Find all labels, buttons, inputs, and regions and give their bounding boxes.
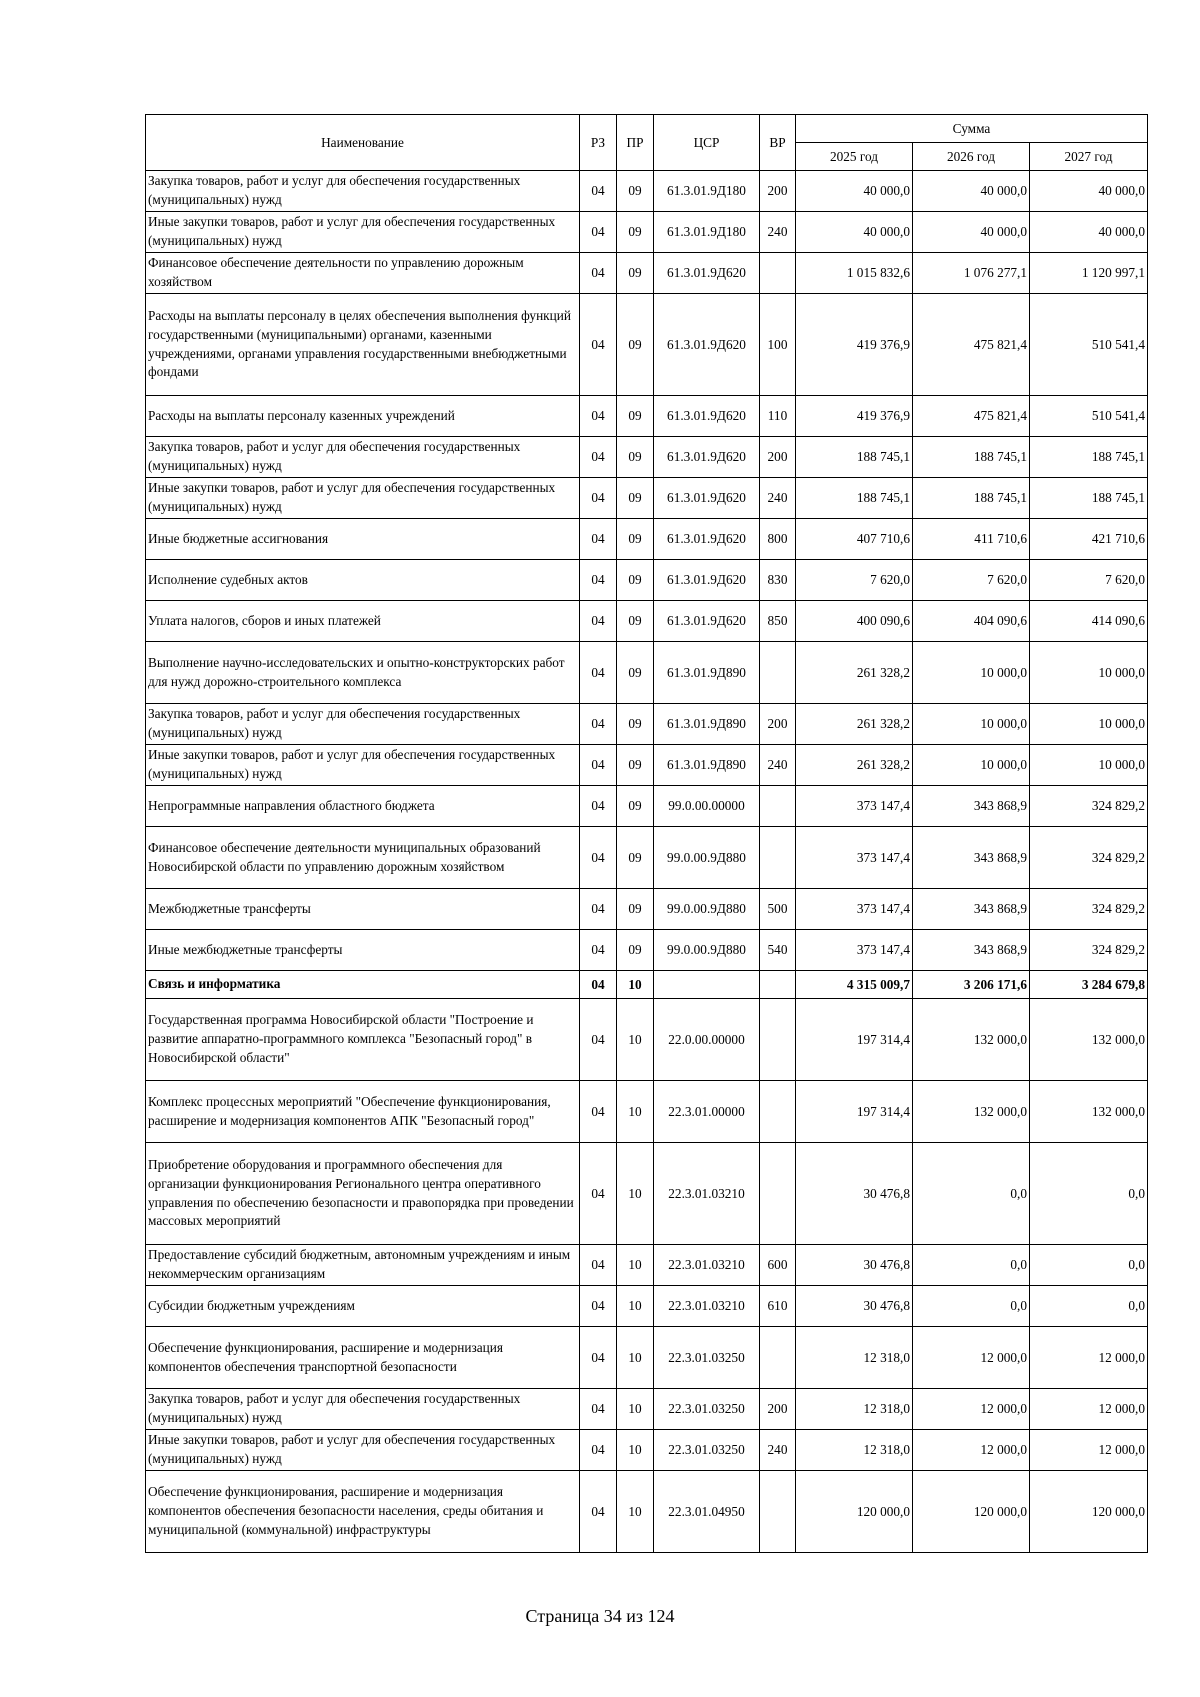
row-amount-2027-cell: 10 000,0 [1030,642,1148,704]
row-amount-2026-cell: 0,0 [913,1286,1030,1327]
row-csr-cell: 61.3.01.9Д620 [654,478,760,519]
row-pr-cell: 09 [617,827,654,889]
row-amount-2027-cell: 510 541,4 [1030,294,1148,396]
row-amount-2027-cell: 324 829,2 [1030,827,1148,889]
row-csr-cell: 22.3.01.03250 [654,1430,760,1471]
table-row [146,1327,1148,1389]
row-csr-cell: 61.3.01.9Д620 [654,437,760,478]
row-name-cell: Закупка товаров, работ и услуг для обеспечения государственных (муниципальных) нужд [146,1389,580,1430]
row-csr-cell: 99.0.00.9Д880 [654,930,760,971]
row-amount-2026-cell: 343 868,9 [913,827,1030,889]
row-amount-2025-cell: 12 318,0 [796,1389,913,1430]
row-amount-2027-cell: 7 620,0 [1030,560,1148,601]
row-amount-2025-cell: 188 745,1 [796,437,913,478]
row-vr-cell [760,1081,796,1143]
row-name-cell: Приобретение оборудования и программного обеспечения для организации функционирования Регионального центра оперативного управления по обеспечению безопасности и правопорядка при проведении массовых мероприятий [146,1143,580,1245]
row-amount-2025-cell: 7 620,0 [796,560,913,601]
row-amount-2026-cell: 10 000,0 [913,642,1030,704]
table-row [146,745,1148,786]
row-amount-2026-cell: 40 000,0 [913,171,1030,212]
row-csr-cell: 99.0.00.00000 [654,786,760,827]
row-pr-cell: 10 [617,971,654,999]
row-csr-cell: 22.3.01.03250 [654,1327,760,1389]
row-pr-cell: 09 [617,212,654,253]
row-vr-cell: 100 [760,294,796,396]
row-name-cell: Обеспечение функционирования, расширение и модернизация компонентов обеспечения безопасности населения, среды обитания и муниципальной (коммунальной) инфраструктуры [146,1471,580,1553]
row-amount-2027-cell: 1 120 997,1 [1030,253,1148,294]
row-amount-2026-cell: 12 000,0 [913,1389,1030,1430]
row-amount-2027-cell: 132 000,0 [1030,1081,1148,1143]
row-amount-2027-cell: 10 000,0 [1030,745,1148,786]
row-rz-cell: 04 [580,642,617,704]
row-amount-2025-cell: 261 328,2 [796,704,913,745]
row-vr-cell: 200 [760,1389,796,1430]
row-csr-cell: 99.0.00.9Д880 [654,827,760,889]
row-vr-cell [760,786,796,827]
table-row [146,1245,1148,1286]
row-rz-cell: 04 [580,1245,617,1286]
table-row [146,827,1148,889]
row-rz-cell: 04 [580,745,617,786]
table-row [146,560,1148,601]
row-amount-2027-cell: 324 829,2 [1030,930,1148,971]
row-name-cell: Закупка товаров, работ и услуг для обеспечения государственных (муниципальных) нужд [146,704,580,745]
row-rz-cell: 04 [580,889,617,930]
row-vr-cell: 500 [760,889,796,930]
row-amount-2025-cell: 261 328,2 [796,642,913,704]
row-amount-2027-cell: 12 000,0 [1030,1430,1148,1471]
row-vr-cell [760,253,796,294]
row-amount-2027-cell: 10 000,0 [1030,704,1148,745]
table-row [146,519,1148,560]
row-vr-cell: 610 [760,1286,796,1327]
row-vr-cell: 600 [760,1245,796,1286]
row-vr-cell [760,1471,796,1553]
row-amount-2026-cell: 120 000,0 [913,1471,1030,1553]
row-rz-cell: 04 [580,212,617,253]
col-header-rz: РЗ [580,115,617,171]
table-row [146,478,1148,519]
table-row [146,1430,1148,1471]
row-pr-cell: 10 [617,1471,654,1553]
row-rz-cell: 04 [580,827,617,889]
row-rz-cell: 04 [580,1471,617,1553]
row-amount-2027-cell: 12 000,0 [1030,1327,1148,1389]
row-amount-2025-cell: 373 147,4 [796,889,913,930]
row-amount-2025-cell: 373 147,4 [796,827,913,889]
row-csr-cell: 61.3.01.9Д890 [654,642,760,704]
row-amount-2026-cell: 404 090,6 [913,601,1030,642]
row-pr-cell: 10 [617,1389,654,1430]
row-name-cell: Уплата налогов, сборов и иных платежей [146,601,580,642]
row-name-cell: Расходы на выплаты персоналу казенных учреждений [146,396,580,437]
row-csr-cell: 61.3.01.9Д180 [654,171,760,212]
row-amount-2027-cell: 0,0 [1030,1143,1148,1245]
row-amount-2026-cell: 1 076 277,1 [913,253,1030,294]
row-vr-cell: 850 [760,601,796,642]
row-name-cell: Закупка товаров, работ и услуг для обеспечения государственных (муниципальных) нужд [146,171,580,212]
row-rz-cell: 04 [580,1143,617,1245]
row-amount-2026-cell: 12 000,0 [913,1327,1030,1389]
table-row [146,1389,1148,1430]
row-pr-cell: 10 [617,1430,654,1471]
row-vr-cell [760,1327,796,1389]
row-amount-2027-cell: 421 710,6 [1030,519,1148,560]
row-vr-cell [760,999,796,1081]
row-amount-2026-cell: 475 821,4 [913,294,1030,396]
row-rz-cell: 04 [580,999,617,1081]
col-header-sum: Сумма [796,115,1148,143]
row-amount-2027-cell: 12 000,0 [1030,1389,1148,1430]
row-amount-2027-cell: 510 541,4 [1030,396,1148,437]
row-amount-2026-cell: 12 000,0 [913,1430,1030,1471]
row-name-cell: Предоставление субсидий бюджетным, автономным учреждениям и иным некоммерческим организациям [146,1245,580,1286]
row-csr-cell: 61.3.01.9Д890 [654,745,760,786]
row-vr-cell: 110 [760,396,796,437]
row-amount-2026-cell: 7 620,0 [913,560,1030,601]
row-amount-2025-cell: 419 376,9 [796,294,913,396]
table-row [146,437,1148,478]
row-csr-cell: 61.3.01.9Д620 [654,519,760,560]
row-vr-cell: 240 [760,1430,796,1471]
table-row [146,171,1148,212]
row-csr-cell: 22.3.01.00000 [654,1081,760,1143]
row-amount-2027-cell: 132 000,0 [1030,999,1148,1081]
row-vr-cell: 240 [760,745,796,786]
row-csr-cell: 61.3.01.9Д620 [654,253,760,294]
row-vr-cell [760,642,796,704]
row-amount-2025-cell: 4 315 009,7 [796,971,913,999]
budget-table-container [145,114,1147,1553]
page-number: Страница 34 из 124 [525,1606,675,1626]
row-rz-cell: 04 [580,1389,617,1430]
row-amount-2025-cell: 12 318,0 [796,1430,913,1471]
row-amount-2027-cell: 324 829,2 [1030,786,1148,827]
table-row [146,601,1148,642]
row-amount-2026-cell: 3 206 171,6 [913,971,1030,999]
table-row [146,786,1148,827]
row-csr-cell: 61.3.01.9Д180 [654,212,760,253]
row-amount-2025-cell: 120 000,0 [796,1471,913,1553]
row-csr-cell: 61.3.01.9Д620 [654,560,760,601]
row-vr-cell: 200 [760,437,796,478]
row-vr-cell: 800 [760,519,796,560]
row-rz-cell: 04 [580,601,617,642]
row-amount-2026-cell: 10 000,0 [913,745,1030,786]
row-vr-cell: 540 [760,930,796,971]
row-amount-2026-cell: 0,0 [913,1245,1030,1286]
row-csr-cell: 22.3.01.03210 [654,1245,760,1286]
row-amount-2026-cell: 343 868,9 [913,786,1030,827]
row-amount-2025-cell: 30 476,8 [796,1245,913,1286]
row-csr-cell: 61.3.01.9Д890 [654,704,760,745]
row-amount-2025-cell: 373 147,4 [796,786,913,827]
row-rz-cell: 04 [580,1286,617,1327]
row-csr-cell: 22.3.01.03210 [654,1143,760,1245]
row-rz-cell: 04 [580,560,617,601]
table-row [146,396,1148,437]
row-rz-cell: 04 [580,1430,617,1471]
row-vr-cell [760,827,796,889]
table-row [146,930,1148,971]
row-name-cell: Выполнение научно-исследовательских и опытно-конструкторских работ для нужд дорожно-строительного комплекса [146,642,580,704]
col-header-name: Наименование [146,115,580,171]
row-amount-2027-cell: 40 000,0 [1030,171,1148,212]
table-row [146,999,1148,1081]
row-vr-cell: 830 [760,560,796,601]
row-amount-2026-cell: 343 868,9 [913,930,1030,971]
col-header-year-2027: 2027 год [1030,143,1148,171]
row-amount-2026-cell: 411 710,6 [913,519,1030,560]
row-amount-2025-cell: 373 147,4 [796,930,913,971]
row-name-cell: Финансовое обеспечение деятельности по управлению дорожным хозяйством [146,253,580,294]
col-header-year-2025: 2025 год [796,143,913,171]
row-name-cell: Межбюджетные трансферты [146,889,580,930]
row-amount-2025-cell: 419 376,9 [796,396,913,437]
table-row [146,212,1148,253]
row-amount-2027-cell: 0,0 [1030,1286,1148,1327]
row-csr-cell: 22.3.01.04950 [654,1471,760,1553]
row-name-cell: Комплекс процессных мероприятий "Обеспечение функционирования, расширение и модернизация компонентов АПК "Безопасный город" [146,1081,580,1143]
row-name-cell: Иные межбюджетные трансферты [146,930,580,971]
row-csr-cell: 61.3.01.9Д620 [654,294,760,396]
row-name-cell: Непрограммные направления областного бюджета [146,786,580,827]
table-row [146,642,1148,704]
row-pr-cell: 09 [617,786,654,827]
row-amount-2026-cell: 0,0 [913,1143,1030,1245]
row-pr-cell: 09 [617,171,654,212]
row-rz-cell: 04 [580,437,617,478]
col-header-csr: ЦСР [654,115,760,171]
col-header-year-2026: 2026 год [913,143,1030,171]
table-row [146,1143,1148,1245]
row-amount-2027-cell: 188 745,1 [1030,437,1148,478]
row-name-cell: Иные закупки товаров, работ и услуг для обеспечения государственных (муниципальных) нужд [146,1430,580,1471]
row-amount-2025-cell: 197 314,4 [796,999,913,1081]
row-name-cell: Исполнение судебных актов [146,560,580,601]
row-name-cell: Иные закупки товаров, работ и услуг для обеспечения государственных (муниципальных) нужд [146,212,580,253]
row-amount-2025-cell: 12 318,0 [796,1327,913,1389]
row-name-cell: Иные закупки товаров, работ и услуг для обеспечения государственных (муниципальных) нужд [146,745,580,786]
row-name-cell: Расходы на выплаты персоналу в целях обеспечения выполнения функций государственными (муниципальными) органами, казенными учреждениями, органами управления государственными внебюджетными фондами [146,294,580,396]
row-amount-2026-cell: 188 745,1 [913,437,1030,478]
row-amount-2027-cell: 40 000,0 [1030,212,1148,253]
row-pr-cell: 09 [617,253,654,294]
row-name-cell: Связь и информатика [146,971,580,999]
row-rz-cell: 04 [580,519,617,560]
col-header-vr: ВР [760,115,796,171]
col-header-pr: ПР [617,115,654,171]
row-vr-cell: 200 [760,704,796,745]
row-pr-cell: 09 [617,745,654,786]
row-name-cell: Субсидии бюджетным учреждениям [146,1286,580,1327]
row-csr-cell: 61.3.01.9Д620 [654,601,760,642]
row-pr-cell: 10 [617,1286,654,1327]
row-amount-2025-cell: 407 710,6 [796,519,913,560]
row-csr-cell [654,971,760,999]
row-rz-cell: 04 [580,786,617,827]
row-amount-2026-cell: 132 000,0 [913,1081,1030,1143]
row-name-cell: Государственная программа Новосибирской области "Построение и развитие аппаратно-программного комплекса "Безопасный город" в Новосибирской области" [146,999,580,1081]
row-rz-cell: 04 [580,1081,617,1143]
row-vr-cell [760,1143,796,1245]
row-pr-cell: 10 [617,1081,654,1143]
row-csr-cell: 22.0.00.00000 [654,999,760,1081]
row-amount-2026-cell: 188 745,1 [913,478,1030,519]
row-amount-2025-cell: 1 015 832,6 [796,253,913,294]
budget-table [145,114,1148,1553]
table-row [146,294,1148,396]
row-csr-cell: 22.3.01.03250 [654,1389,760,1430]
row-amount-2026-cell: 343 868,9 [913,889,1030,930]
row-pr-cell: 09 [617,704,654,745]
row-rz-cell: 04 [580,171,617,212]
table-header [146,115,1148,171]
row-vr-cell: 240 [760,478,796,519]
row-name-cell: Закупка товаров, работ и услуг для обеспечения государственных (муниципальных) нужд [146,437,580,478]
row-amount-2027-cell: 188 745,1 [1030,478,1148,519]
row-pr-cell: 09 [617,889,654,930]
row-pr-cell: 10 [617,999,654,1081]
row-amount-2026-cell: 40 000,0 [913,212,1030,253]
table-row [146,1286,1148,1327]
table-row [146,1081,1148,1143]
row-amount-2025-cell: 30 476,8 [796,1286,913,1327]
row-pr-cell: 09 [617,294,654,396]
row-pr-cell: 10 [617,1327,654,1389]
row-amount-2025-cell: 40 000,0 [796,171,913,212]
row-csr-cell: 99.0.00.9Д880 [654,889,760,930]
row-pr-cell: 09 [617,601,654,642]
row-amount-2027-cell: 3 284 679,8 [1030,971,1148,999]
table-row [146,704,1148,745]
row-amount-2026-cell: 10 000,0 [913,704,1030,745]
row-csr-cell: 61.3.01.9Д620 [654,396,760,437]
row-pr-cell: 09 [617,396,654,437]
row-amount-2025-cell: 400 090,6 [796,601,913,642]
row-amount-2027-cell: 0,0 [1030,1245,1148,1286]
row-rz-cell: 04 [580,294,617,396]
row-amount-2025-cell: 188 745,1 [796,478,913,519]
table-row [146,971,1148,999]
row-amount-2025-cell: 197 314,4 [796,1081,913,1143]
row-vr-cell: 240 [760,212,796,253]
row-name-cell: Иные бюджетные ассигнования [146,519,580,560]
row-pr-cell: 09 [617,437,654,478]
row-rz-cell: 04 [580,971,617,999]
row-amount-2025-cell: 30 476,8 [796,1143,913,1245]
row-pr-cell: 10 [617,1245,654,1286]
table-body [146,171,1148,1553]
row-rz-cell: 04 [580,253,617,294]
row-amount-2027-cell: 120 000,0 [1030,1471,1148,1553]
row-pr-cell: 09 [617,560,654,601]
row-csr-cell: 22.3.01.03210 [654,1286,760,1327]
row-amount-2025-cell: 40 000,0 [796,212,913,253]
table-row [146,889,1148,930]
row-pr-cell: 09 [617,642,654,704]
row-amount-2025-cell: 261 328,2 [796,745,913,786]
table-row [146,1471,1148,1553]
row-rz-cell: 04 [580,704,617,745]
table-row [146,253,1148,294]
row-amount-2026-cell: 475 821,4 [913,396,1030,437]
row-rz-cell: 04 [580,1327,617,1389]
row-name-cell: Финансовое обеспечение деятельности муниципальных образований Новосибирской области по управлению дорожным хозяйством [146,827,580,889]
row-rz-cell: 04 [580,930,617,971]
row-pr-cell: 09 [617,478,654,519]
row-amount-2027-cell: 414 090,6 [1030,601,1148,642]
row-vr-cell: 200 [760,171,796,212]
row-vr-cell [760,971,796,999]
row-amount-2026-cell: 132 000,0 [913,999,1030,1081]
row-pr-cell: 09 [617,519,654,560]
row-rz-cell: 04 [580,396,617,437]
row-rz-cell: 04 [580,478,617,519]
row-amount-2027-cell: 324 829,2 [1030,889,1148,930]
row-name-cell: Иные закупки товаров, работ и услуг для обеспечения государственных (муниципальных) нужд [146,478,580,519]
row-pr-cell: 10 [617,1143,654,1245]
row-pr-cell: 09 [617,930,654,971]
row-name-cell: Обеспечение функционирования, расширение и модернизация компонентов обеспечения транспортной безопасности [146,1327,580,1389]
